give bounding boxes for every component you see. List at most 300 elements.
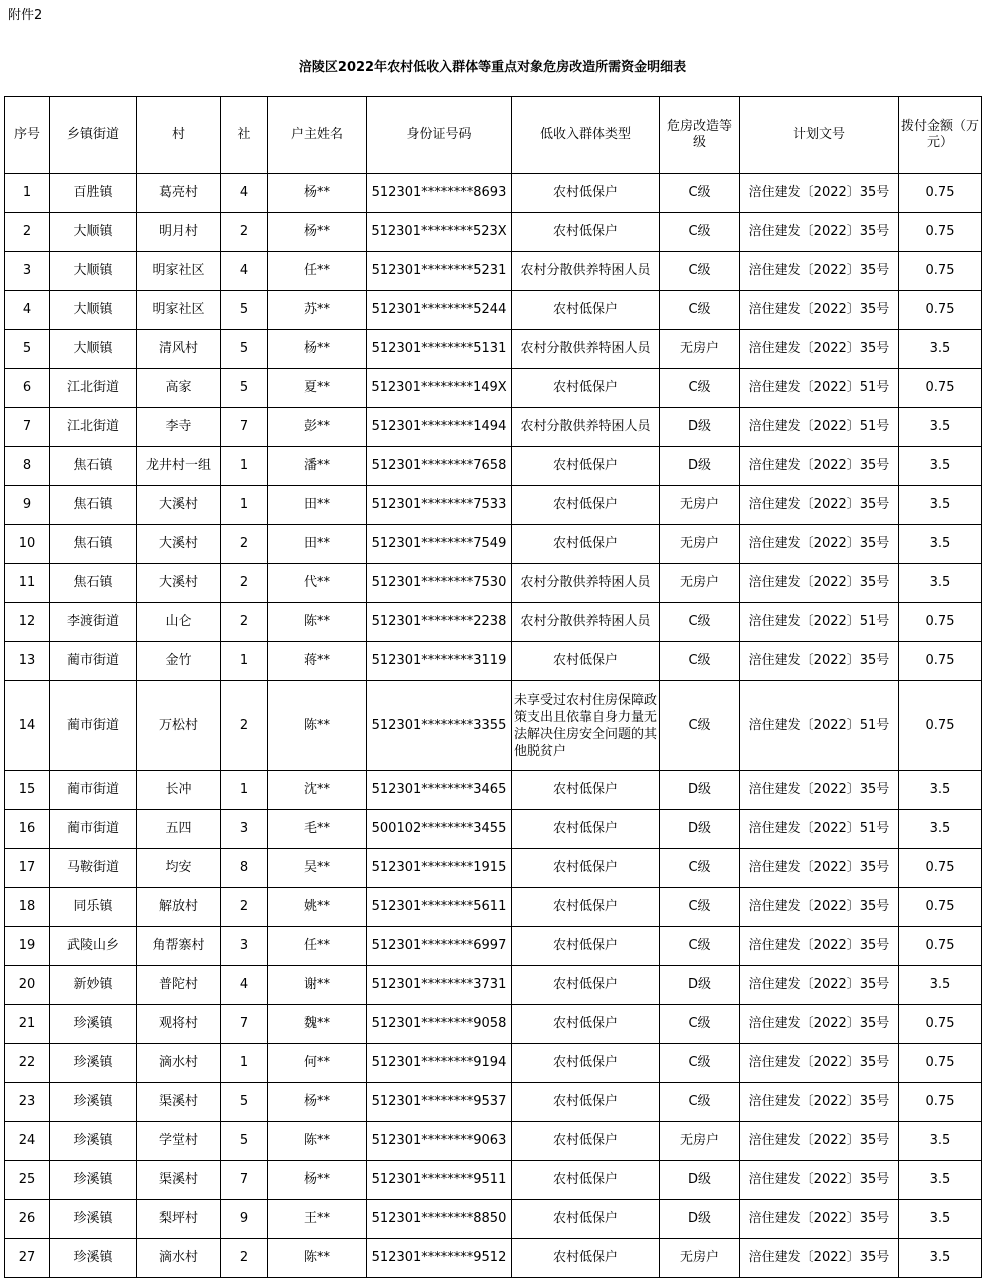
col-plan-number-cell: 涪住建发〔2022〕35号 xyxy=(740,486,899,525)
col-plan-number-cell: 涪住建发〔2022〕35号 xyxy=(740,1044,899,1083)
col-plan-number-cell: 涪住建发〔2022〕51号 xyxy=(740,810,899,849)
col-group-type-cell: 农村低保户 xyxy=(512,1239,660,1278)
col-renovation-level-cell: C级 xyxy=(660,1005,740,1044)
col-township-cell: 珍溪镇 xyxy=(50,1200,137,1239)
col-id-number-cell: 512301********7549 xyxy=(367,525,512,564)
col-id-number-cell: 512301********9537 xyxy=(367,1083,512,1122)
col-group-cell: 4 xyxy=(221,966,268,1005)
col-group-type-cell: 农村分散供养特困人员 xyxy=(512,252,660,291)
col-group-cell: 2 xyxy=(221,1239,268,1278)
col-township-cell: 焦石镇 xyxy=(50,447,137,486)
col-group-type-cell: 农村低保户 xyxy=(512,1122,660,1161)
col-id-number-cell: 512301********9194 xyxy=(367,1044,512,1083)
col-amount-cell: 3.5 xyxy=(899,1239,982,1278)
col-amount-header: 拨付金额（万元） xyxy=(899,97,982,174)
col-township-cell: 李渡街道 xyxy=(50,603,137,642)
col-renovation-level-cell: D级 xyxy=(660,1200,740,1239)
col-householder-cell: 夏** xyxy=(268,369,367,408)
table-row xyxy=(5,1005,982,1044)
col-village-cell: 明月村 xyxy=(137,213,221,252)
table-row xyxy=(5,525,982,564)
col-village-cell: 学堂村 xyxy=(137,1122,221,1161)
col-village-cell: 观将村 xyxy=(137,1005,221,1044)
col-village-cell: 明家社区 xyxy=(137,252,221,291)
col-renovation-level-cell: D级 xyxy=(660,966,740,1005)
col-township-cell: 大顺镇 xyxy=(50,291,137,330)
col-index-cell: 22 xyxy=(5,1044,50,1083)
col-group-cell: 1 xyxy=(221,447,268,486)
col-id-number-cell: 512301********3355 xyxy=(367,681,512,771)
col-group-type-cell: 农村低保户 xyxy=(512,642,660,681)
col-township-cell: 百胜镇 xyxy=(50,174,137,213)
col-township-cell: 珍溪镇 xyxy=(50,1083,137,1122)
table-row xyxy=(5,1161,982,1200)
col-renovation-level-cell: 无房户 xyxy=(660,1122,740,1161)
col-village-cell: 大溪村 xyxy=(137,564,221,603)
col-village-cell: 均安 xyxy=(137,849,221,888)
col-group-cell: 5 xyxy=(221,291,268,330)
table-row xyxy=(5,1122,982,1161)
col-village-cell: 长冲 xyxy=(137,771,221,810)
col-village-cell: 滴水村 xyxy=(137,1044,221,1083)
col-township-cell: 大顺镇 xyxy=(50,252,137,291)
table-row xyxy=(5,330,982,369)
col-amount-cell: 0.75 xyxy=(899,252,982,291)
col-index-cell: 17 xyxy=(5,849,50,888)
col-householder-cell: 彭** xyxy=(268,408,367,447)
col-index-cell: 11 xyxy=(5,564,50,603)
table-row xyxy=(5,642,982,681)
col-index-cell: 25 xyxy=(5,1161,50,1200)
col-group-type-cell: 农村分散供养特困人员 xyxy=(512,408,660,447)
col-township-cell: 焦石镇 xyxy=(50,525,137,564)
col-plan-number-cell: 涪住建发〔2022〕35号 xyxy=(740,1122,899,1161)
col-id-number-cell: 512301********6997 xyxy=(367,927,512,966)
col-village-cell: 梨坪村 xyxy=(137,1200,221,1239)
col-id-number-cell: 512301********8850 xyxy=(367,1200,512,1239)
col-group-cell: 1 xyxy=(221,642,268,681)
col-index-cell: 24 xyxy=(5,1122,50,1161)
col-id-number-cell: 512301********5244 xyxy=(367,291,512,330)
col-township-cell: 马鞍街道 xyxy=(50,849,137,888)
col-id-number-cell: 512301********5231 xyxy=(367,252,512,291)
col-village-cell: 清风村 xyxy=(137,330,221,369)
col-renovation-level-cell: C级 xyxy=(660,1083,740,1122)
col-plan-number-cell: 涪住建发〔2022〕35号 xyxy=(740,213,899,252)
col-plan-number-cell: 涪住建发〔2022〕35号 xyxy=(740,1161,899,1200)
col-index-cell: 8 xyxy=(5,447,50,486)
col-householder-cell: 蒋** xyxy=(268,642,367,681)
col-index-cell: 14 xyxy=(5,681,50,771)
col-id-number-cell: 512301********2238 xyxy=(367,603,512,642)
col-group-type-cell: 农村低保户 xyxy=(512,1005,660,1044)
col-township-cell: 大顺镇 xyxy=(50,330,137,369)
col-householder-cell: 陈** xyxy=(268,1122,367,1161)
col-renovation-level-cell: D级 xyxy=(660,771,740,810)
col-householder-cell: 苏** xyxy=(268,291,367,330)
col-renovation-level-cell: C级 xyxy=(660,681,740,771)
col-township-cell: 珍溪镇 xyxy=(50,1005,137,1044)
col-group-type-cell: 农村低保户 xyxy=(512,291,660,330)
col-amount-cell: 0.75 xyxy=(899,369,982,408)
col-id-number-cell: 512301********9512 xyxy=(367,1239,512,1278)
col-householder-cell: 任** xyxy=(268,252,367,291)
col-amount-cell: 3.5 xyxy=(899,966,982,1005)
col-group-cell: 5 xyxy=(221,1122,268,1161)
col-plan-number-cell: 涪住建发〔2022〕35号 xyxy=(740,1005,899,1044)
col-index-cell: 2 xyxy=(5,213,50,252)
col-township-cell: 同乐镇 xyxy=(50,888,137,927)
table-row xyxy=(5,447,982,486)
col-renovation-level-cell: 无房户 xyxy=(660,486,740,525)
col-township-cell: 珍溪镇 xyxy=(50,1161,137,1200)
col-group-type-cell: 农村低保户 xyxy=(512,810,660,849)
table-row xyxy=(5,810,982,849)
col-householder-cell: 魏** xyxy=(268,1005,367,1044)
col-index-header: 序号 xyxy=(5,97,50,174)
col-plan-number-cell: 涪住建发〔2022〕51号 xyxy=(740,408,899,447)
col-id-number-cell: 512301********149X xyxy=(367,369,512,408)
table-row xyxy=(5,1083,982,1122)
col-group-cell: 4 xyxy=(221,252,268,291)
col-plan-number-cell: 涪住建发〔2022〕35号 xyxy=(740,771,899,810)
col-group-type-cell: 农村分散供养特困人员 xyxy=(512,564,660,603)
col-group-type-cell: 农村低保户 xyxy=(512,447,660,486)
col-village-cell: 李寺 xyxy=(137,408,221,447)
col-householder-cell: 陈** xyxy=(268,603,367,642)
table-row xyxy=(5,888,982,927)
col-village-cell: 普陀村 xyxy=(137,966,221,1005)
col-township-cell: 蔺市街道 xyxy=(50,771,137,810)
col-renovation-level-cell: C级 xyxy=(660,888,740,927)
col-householder-cell: 何** xyxy=(268,1044,367,1083)
col-plan-number-cell: 涪住建发〔2022〕35号 xyxy=(740,927,899,966)
table-row xyxy=(5,681,982,771)
col-householder-cell: 吴** xyxy=(268,849,367,888)
table-row xyxy=(5,408,982,447)
col-group-cell: 4 xyxy=(221,174,268,213)
col-township-cell: 焦石镇 xyxy=(50,486,137,525)
col-index-cell: 9 xyxy=(5,486,50,525)
col-householder-cell: 陈** xyxy=(268,681,367,771)
col-group-cell: 2 xyxy=(221,681,268,771)
col-group-type-cell: 农村低保户 xyxy=(512,174,660,213)
col-householder-cell: 任** xyxy=(268,927,367,966)
col-township-cell: 蔺市街道 xyxy=(50,642,137,681)
col-group-type-cell: 未享受过农村住房保障政策支出且依靠自身力量无法解决住房安全问题的其他脱贫户 xyxy=(512,681,660,771)
col-id-number-cell: 512301********3119 xyxy=(367,642,512,681)
col-householder-cell: 田** xyxy=(268,525,367,564)
col-id-number-cell: 512301********7533 xyxy=(367,486,512,525)
col-group-cell: 1 xyxy=(221,1044,268,1083)
col-plan-number-cell: 涪住建发〔2022〕35号 xyxy=(740,525,899,564)
col-index-cell: 21 xyxy=(5,1005,50,1044)
col-group-cell: 2 xyxy=(221,525,268,564)
col-village-cell: 渠溪村 xyxy=(137,1083,221,1122)
col-renovation-level-cell: D级 xyxy=(660,408,740,447)
col-index-cell: 18 xyxy=(5,888,50,927)
col-group-cell: 5 xyxy=(221,330,268,369)
col-renovation-level-cell: C级 xyxy=(660,252,740,291)
col-amount-cell: 0.75 xyxy=(899,1044,982,1083)
col-id-number-cell: 512301********3465 xyxy=(367,771,512,810)
table-row xyxy=(5,252,982,291)
col-village-cell: 大溪村 xyxy=(137,486,221,525)
col-index-cell: 7 xyxy=(5,408,50,447)
col-amount-cell: 0.75 xyxy=(899,213,982,252)
col-renovation-level-cell: D级 xyxy=(660,810,740,849)
col-plan-number-cell: 涪住建发〔2022〕51号 xyxy=(740,681,899,771)
table-row xyxy=(5,213,982,252)
col-township-cell: 大顺镇 xyxy=(50,213,137,252)
table-row xyxy=(5,927,982,966)
col-id-number-cell: 512301********523X xyxy=(367,213,512,252)
col-amount-cell: 0.75 xyxy=(899,642,982,681)
col-plan-number-cell: 涪住建发〔2022〕35号 xyxy=(740,1239,899,1278)
col-index-cell: 20 xyxy=(5,966,50,1005)
col-village-cell: 五四 xyxy=(137,810,221,849)
col-amount-cell: 3.5 xyxy=(899,771,982,810)
col-index-cell: 16 xyxy=(5,810,50,849)
col-amount-cell: 0.75 xyxy=(899,291,982,330)
col-township-cell: 新妙镇 xyxy=(50,966,137,1005)
col-group-cell: 8 xyxy=(221,849,268,888)
col-index-cell: 19 xyxy=(5,927,50,966)
table-row xyxy=(5,564,982,603)
col-group-cell: 5 xyxy=(221,1083,268,1122)
col-householder-cell: 沈** xyxy=(268,771,367,810)
col-amount-cell: 0.75 xyxy=(899,849,982,888)
col-group-cell: 3 xyxy=(221,810,268,849)
col-group-type-cell: 农村低保户 xyxy=(512,771,660,810)
col-amount-cell: 0.75 xyxy=(899,927,982,966)
col-id-number-cell: 500102********3455 xyxy=(367,810,512,849)
col-village-cell: 解放村 xyxy=(137,888,221,927)
col-renovation-level-cell: C级 xyxy=(660,1044,740,1083)
col-plan-number-header: 计划文号 xyxy=(740,97,899,174)
col-plan-number-cell: 涪住建发〔2022〕35号 xyxy=(740,564,899,603)
col-village-cell: 金竹 xyxy=(137,642,221,681)
col-renovation-level-cell: 无房户 xyxy=(660,525,740,564)
col-village-cell: 高家 xyxy=(137,369,221,408)
col-township-cell: 蔺市街道 xyxy=(50,810,137,849)
attachment-label: 附件2 xyxy=(8,8,43,23)
col-renovation-level-cell: D级 xyxy=(660,447,740,486)
col-village-cell: 角帮寨村 xyxy=(137,927,221,966)
table-row xyxy=(5,486,982,525)
col-plan-number-cell: 涪住建发〔2022〕51号 xyxy=(740,603,899,642)
col-village-cell: 山仑 xyxy=(137,603,221,642)
col-householder-cell: 杨** xyxy=(268,1083,367,1122)
col-id-number-cell: 512301********3731 xyxy=(367,966,512,1005)
col-householder-cell: 杨** xyxy=(268,174,367,213)
col-amount-cell: 0.75 xyxy=(899,681,982,771)
col-plan-number-cell: 涪住建发〔2022〕35号 xyxy=(740,849,899,888)
col-householder-cell: 田** xyxy=(268,486,367,525)
col-householder-header: 户主姓名 xyxy=(268,97,367,174)
col-plan-number-cell: 涪住建发〔2022〕35号 xyxy=(740,330,899,369)
col-village-cell: 万松村 xyxy=(137,681,221,771)
col-group-type-cell: 农村低保户 xyxy=(512,369,660,408)
col-township-header: 乡镇街道 xyxy=(50,97,137,174)
col-renovation-level-header: 危房改造等级 xyxy=(660,97,740,174)
col-id-number-cell: 512301********7530 xyxy=(367,564,512,603)
col-group-type-cell: 农村低保户 xyxy=(512,486,660,525)
col-index-cell: 10 xyxy=(5,525,50,564)
col-amount-cell: 3.5 xyxy=(899,525,982,564)
col-group-type-cell: 农村低保户 xyxy=(512,213,660,252)
col-township-cell: 江北街道 xyxy=(50,369,137,408)
col-amount-cell: 0.75 xyxy=(899,1083,982,1122)
col-amount-cell: 3.5 xyxy=(899,564,982,603)
col-amount-cell: 3.5 xyxy=(899,447,982,486)
col-renovation-level-cell: C级 xyxy=(660,291,740,330)
col-id-number-cell: 512301********1915 xyxy=(367,849,512,888)
col-plan-number-cell: 涪住建发〔2022〕35号 xyxy=(740,252,899,291)
col-group-type-cell: 农村低保户 xyxy=(512,888,660,927)
col-renovation-level-cell: C级 xyxy=(660,642,740,681)
table-row xyxy=(5,291,982,330)
col-amount-cell: 3.5 xyxy=(899,1200,982,1239)
col-amount-cell: 3.5 xyxy=(899,1161,982,1200)
col-householder-cell: 谢** xyxy=(268,966,367,1005)
col-group-type-cell: 农村低保户 xyxy=(512,849,660,888)
col-renovation-level-cell: 无房户 xyxy=(660,330,740,369)
col-index-cell: 3 xyxy=(5,252,50,291)
col-id-number-cell: 512301********1494 xyxy=(367,408,512,447)
col-index-cell: 13 xyxy=(5,642,50,681)
col-id-number-cell: 512301********9511 xyxy=(367,1161,512,1200)
col-group-cell: 2 xyxy=(221,213,268,252)
col-group-cell: 7 xyxy=(221,1161,268,1200)
col-renovation-level-cell: C级 xyxy=(660,849,740,888)
col-group-cell: 1 xyxy=(221,486,268,525)
col-renovation-level-cell: C级 xyxy=(660,927,740,966)
col-amount-cell: 3.5 xyxy=(899,330,982,369)
col-householder-cell: 姚** xyxy=(268,888,367,927)
col-village-cell: 渠溪村 xyxy=(137,1161,221,1200)
table-row xyxy=(5,1239,982,1278)
col-group-type-header: 低收入群体类型 xyxy=(512,97,660,174)
col-plan-number-cell: 涪住建发〔2022〕35号 xyxy=(740,291,899,330)
col-renovation-level-cell: C级 xyxy=(660,213,740,252)
col-township-cell: 珍溪镇 xyxy=(50,1239,137,1278)
col-renovation-level-cell: C级 xyxy=(660,603,740,642)
col-index-cell: 6 xyxy=(5,369,50,408)
col-amount-cell: 3.5 xyxy=(899,486,982,525)
col-amount-cell: 3.5 xyxy=(899,810,982,849)
col-id-number-cell: 512301********9058 xyxy=(367,1005,512,1044)
col-group-type-cell: 农村低保户 xyxy=(512,927,660,966)
funding-table xyxy=(4,96,982,1278)
col-householder-cell: 陈** xyxy=(268,1239,367,1278)
col-group-cell: 3 xyxy=(221,927,268,966)
col-group-type-cell: 农村分散供养特困人员 xyxy=(512,603,660,642)
col-village-header: 村 xyxy=(137,97,221,174)
col-householder-cell: 王** xyxy=(268,1200,367,1239)
col-householder-cell: 杨** xyxy=(268,213,367,252)
col-group-cell: 9 xyxy=(221,1200,268,1239)
col-index-cell: 12 xyxy=(5,603,50,642)
col-plan-number-cell: 涪住建发〔2022〕35号 xyxy=(740,447,899,486)
col-renovation-level-cell: C级 xyxy=(660,369,740,408)
col-householder-cell: 杨** xyxy=(268,1161,367,1200)
table-row xyxy=(5,603,982,642)
col-township-cell: 焦石镇 xyxy=(50,564,137,603)
col-group-cell: 7 xyxy=(221,408,268,447)
col-village-cell: 大溪村 xyxy=(137,525,221,564)
col-renovation-level-cell: D级 xyxy=(660,1161,740,1200)
col-householder-cell: 代** xyxy=(268,564,367,603)
col-plan-number-cell: 涪住建发〔2022〕51号 xyxy=(740,369,899,408)
col-amount-cell: 0.75 xyxy=(899,1005,982,1044)
col-renovation-level-cell: 无房户 xyxy=(660,1239,740,1278)
table-row xyxy=(5,966,982,1005)
col-id-number-cell: 512301********5611 xyxy=(367,888,512,927)
table-row xyxy=(5,369,982,408)
col-renovation-level-cell: C级 xyxy=(660,174,740,213)
col-group-type-cell: 农村低保户 xyxy=(512,1083,660,1122)
col-amount-cell: 0.75 xyxy=(899,888,982,927)
col-group-cell: 2 xyxy=(221,564,268,603)
table-title: 涪陵区2022年农村低收入群体等重点对象危房改造所需资金明细表 xyxy=(298,60,687,75)
col-renovation-level-cell: 无房户 xyxy=(660,564,740,603)
col-group-header: 社 xyxy=(221,97,268,174)
col-index-cell: 5 xyxy=(5,330,50,369)
col-plan-number-cell: 涪住建发〔2022〕35号 xyxy=(740,642,899,681)
header-row xyxy=(5,97,982,174)
col-village-cell: 明家社区 xyxy=(137,291,221,330)
col-amount-cell: 3.5 xyxy=(899,408,982,447)
col-village-cell: 滴水村 xyxy=(137,1239,221,1278)
col-id-number-cell: 512301********8693 xyxy=(367,174,512,213)
col-amount-cell: 3.5 xyxy=(899,1122,982,1161)
col-plan-number-cell: 涪住建发〔2022〕35号 xyxy=(740,966,899,1005)
col-plan-number-cell: 涪住建发〔2022〕35号 xyxy=(740,174,899,213)
table-row xyxy=(5,174,982,213)
col-group-type-cell: 农村低保户 xyxy=(512,1044,660,1083)
col-householder-cell: 杨** xyxy=(268,330,367,369)
col-index-cell: 26 xyxy=(5,1200,50,1239)
col-plan-number-cell: 涪住建发〔2022〕35号 xyxy=(740,1200,899,1239)
col-plan-number-cell: 涪住建发〔2022〕35号 xyxy=(740,1083,899,1122)
col-township-cell: 珍溪镇 xyxy=(50,1044,137,1083)
table-row xyxy=(5,1044,982,1083)
table-row xyxy=(5,849,982,888)
col-group-type-cell: 农村低保户 xyxy=(512,966,660,1005)
col-index-cell: 15 xyxy=(5,771,50,810)
col-amount-cell: 0.75 xyxy=(899,174,982,213)
col-township-cell: 江北街道 xyxy=(50,408,137,447)
col-id-number-cell: 512301********9063 xyxy=(367,1122,512,1161)
col-group-type-cell: 农村分散供养特困人员 xyxy=(512,330,660,369)
col-group-cell: 1 xyxy=(221,771,268,810)
col-id-number-cell: 512301********5131 xyxy=(367,330,512,369)
col-householder-cell: 毛** xyxy=(268,810,367,849)
col-township-cell: 武陵山乡 xyxy=(50,927,137,966)
col-group-cell: 7 xyxy=(221,1005,268,1044)
col-township-cell: 珍溪镇 xyxy=(50,1122,137,1161)
col-group-cell: 2 xyxy=(221,603,268,642)
col-id-number-cell: 512301********7658 xyxy=(367,447,512,486)
col-id-number-header: 身份证号码 xyxy=(367,97,512,174)
col-group-type-cell: 农村低保户 xyxy=(512,1200,660,1239)
table-body xyxy=(5,174,982,1278)
col-index-cell: 23 xyxy=(5,1083,50,1122)
table-row xyxy=(5,771,982,810)
col-village-cell: 葛亮村 xyxy=(137,174,221,213)
col-group-type-cell: 农村低保户 xyxy=(512,525,660,564)
